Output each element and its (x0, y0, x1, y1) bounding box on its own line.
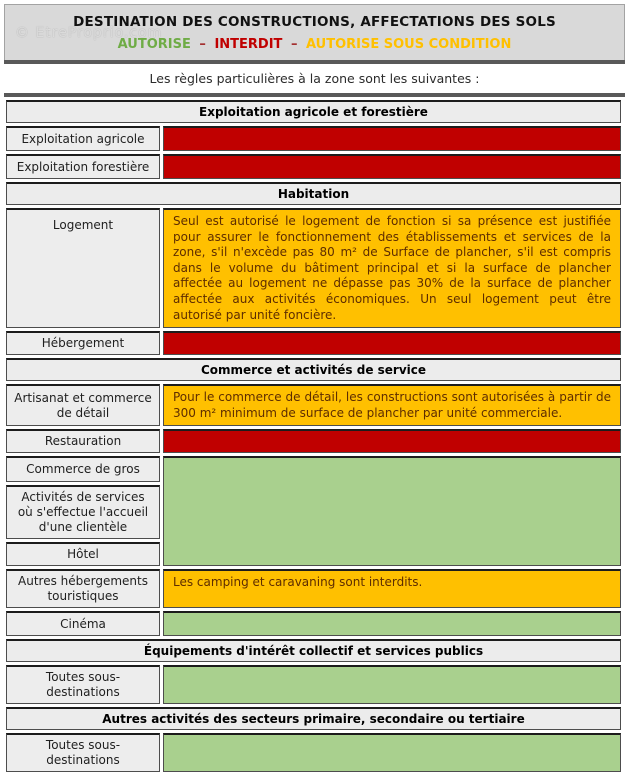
table-row (6, 569, 621, 608)
row-label: Activités de services où s'effectue l'accueil d'une clientèle (6, 485, 160, 539)
section-title: Autres activités des secteurs primaire, secondaire ou tertiaire (6, 707, 621, 730)
table-row (6, 429, 621, 453)
row-label: Hébergement (6, 331, 160, 355)
row-label: Toutes sous-destinations (6, 665, 160, 704)
row-label: Exploitation forestière (6, 154, 160, 179)
table-row (6, 384, 621, 426)
table-row (6, 126, 621, 151)
section-header-row (6, 100, 621, 123)
legend-interdit: INTERDIT (214, 37, 283, 52)
row-label: Restauration (6, 429, 160, 453)
status-cell-interdit (163, 331, 621, 355)
section-title: Commerce et activités de service (6, 358, 621, 381)
table-row (6, 208, 621, 328)
row-label: Artisanat et commerce de détail (6, 384, 160, 426)
table-row (6, 665, 621, 704)
table-row (6, 331, 621, 355)
status-cell-autorise (163, 611, 621, 636)
row-label: Commerce de gros (6, 456, 160, 482)
status-cell-interdit (163, 429, 621, 453)
status-cell-condition-note: Pour le commerce de détail, les constructions sont autorisées à partir de 300 m² minimum de surface de plancher par unité commerciale. (163, 384, 621, 426)
status-cell-condition-note: Les camping et caravaning sont interdits. (163, 569, 621, 608)
watermark: © EtreProprio.com (15, 25, 163, 41)
row-label: Toutes sous-destinations (6, 733, 160, 772)
section-header-row (6, 707, 621, 730)
table-row (6, 733, 621, 772)
table-row (6, 154, 621, 179)
row-label: Hôtel (6, 542, 160, 566)
rules-table (3, 97, 624, 775)
table-header (4, 4, 625, 60)
table-row (6, 611, 621, 636)
section-title: Équipements d'intérêt collectif et services publics (6, 639, 621, 662)
row-label: Logement (6, 208, 160, 328)
legend-separator: – (290, 37, 298, 52)
section-header-row (6, 639, 621, 662)
legend-autorise-sous-condition: AUTORISE SOUS CONDITION (305, 37, 512, 52)
section-header-row (6, 358, 621, 381)
section-title: Exploitation agricole et forestière (6, 100, 621, 123)
status-cell-autorise (163, 733, 621, 772)
status-cell-interdit (163, 126, 621, 151)
status-cell-condition-note: Seul est autorisé le logement de fonction si sa présence est justifiée pour assurer le fonctionnement des établissements et services de la zone, s'il n'excède pas 80 m² de Surface de plancher, s'il est compris dans le volume du bâtiment principal et si la surface de plancher affectée au logement ne dépasse pas 30% de la surface de plancher affectée aux activités économiques. Un seul logement peut être autorisé par unité foncière. (163, 208, 621, 328)
status-cell-autorise (163, 665, 621, 704)
intro-sentence: Les règles particulières à la zone sont les suivantes : (4, 60, 625, 97)
section-title: Habitation (6, 182, 621, 205)
status-legend (9, 37, 620, 52)
section-header-row (6, 182, 621, 205)
legend-separator: – (199, 37, 206, 52)
row-label: Cinéma (6, 611, 160, 636)
page-title: DESTINATION DES CONSTRUCTIONS, AFFECTATIONS DES SOLS (73, 14, 556, 30)
status-cell-interdit (163, 154, 621, 179)
table-row (6, 456, 621, 482)
row-label: Autres hébergements touristiques (6, 569, 160, 608)
legend-autorise: AUTORISE (117, 37, 191, 52)
row-label: Exploitation agricole (6, 126, 160, 151)
status-cell-autorise (163, 456, 621, 566)
